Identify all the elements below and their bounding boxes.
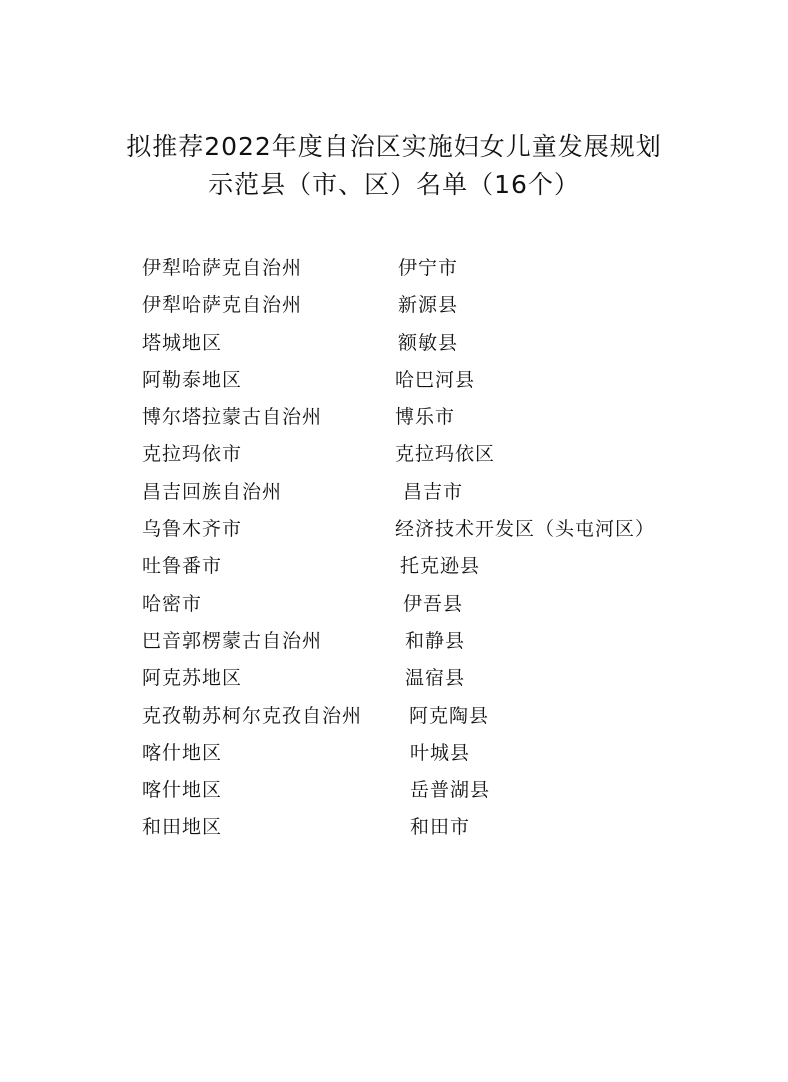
list-item — [142, 586, 702, 623]
county-name: 克拉玛依区 — [395, 443, 496, 466]
county-name: 哈巴河县 — [395, 368, 476, 391]
region-name: 喀什地区 — [142, 779, 223, 802]
list-item — [142, 548, 702, 585]
list-item — [142, 660, 702, 697]
title-line-2: 示范县（市、区）名单（16个） — [208, 170, 580, 199]
county-name: 新源县 — [398, 294, 459, 317]
county-name: 昌吉市 — [403, 480, 464, 503]
list-item — [142, 287, 702, 324]
region-name: 博尔塔拉蒙古自治州 — [142, 406, 323, 429]
region-name: 阿克苏地区 — [142, 667, 243, 690]
county-list — [142, 250, 702, 847]
region-name: 伊犁哈萨克自治州 — [142, 294, 303, 317]
region-name: 巴音郭楞蒙古自治州 — [142, 629, 323, 652]
list-item — [142, 362, 702, 399]
county-name: 叶城县 — [410, 741, 471, 764]
list-item — [142, 325, 702, 362]
region-name: 乌鲁木齐市 — [142, 518, 243, 541]
region-name: 哈密市 — [142, 592, 203, 615]
list-item — [142, 772, 702, 809]
list-item — [142, 399, 702, 436]
list-item — [142, 250, 702, 287]
region-name: 阿勒泰地区 — [142, 368, 243, 391]
county-name: 伊宁市 — [398, 257, 459, 279]
list-item — [142, 698, 702, 735]
county-name: 温宿县 — [405, 667, 466, 690]
region-name: 吐鲁番市 — [142, 555, 223, 578]
county-name: 岳普湖县 — [410, 779, 491, 802]
county-name: 阿克陶县 — [409, 704, 490, 727]
county-name: 和静县 — [405, 629, 466, 652]
list-item — [142, 511, 702, 548]
list-item — [142, 436, 702, 473]
county-name: 额敏县 — [398, 331, 459, 354]
county-name: 经济技术开发区（头屯河区） — [395, 518, 656, 541]
list-item — [142, 735, 702, 772]
region-name: 克孜勒苏柯尔克孜自治州 — [142, 704, 363, 727]
document-title — [0, 128, 788, 204]
county-name: 托克逊县 — [400, 555, 481, 578]
region-name: 克拉玛依市 — [142, 443, 243, 466]
region-name: 伊犁哈萨克自治州 — [142, 257, 303, 279]
county-name: 和田市 — [410, 816, 471, 839]
region-name: 喀什地区 — [142, 741, 223, 764]
list-item — [142, 623, 702, 660]
region-name: 昌吉回族自治州 — [142, 480, 283, 503]
region-name: 和田地区 — [142, 816, 223, 839]
county-name: 博乐市 — [395, 406, 456, 429]
list-item — [142, 809, 702, 846]
region-name: 塔城地区 — [142, 331, 223, 354]
list-item — [142, 474, 702, 511]
title-line-1: 拟推荐2022年度自治区实施妇女儿童发展规划 — [126, 132, 662, 161]
county-name: 伊吾县 — [403, 592, 464, 615]
